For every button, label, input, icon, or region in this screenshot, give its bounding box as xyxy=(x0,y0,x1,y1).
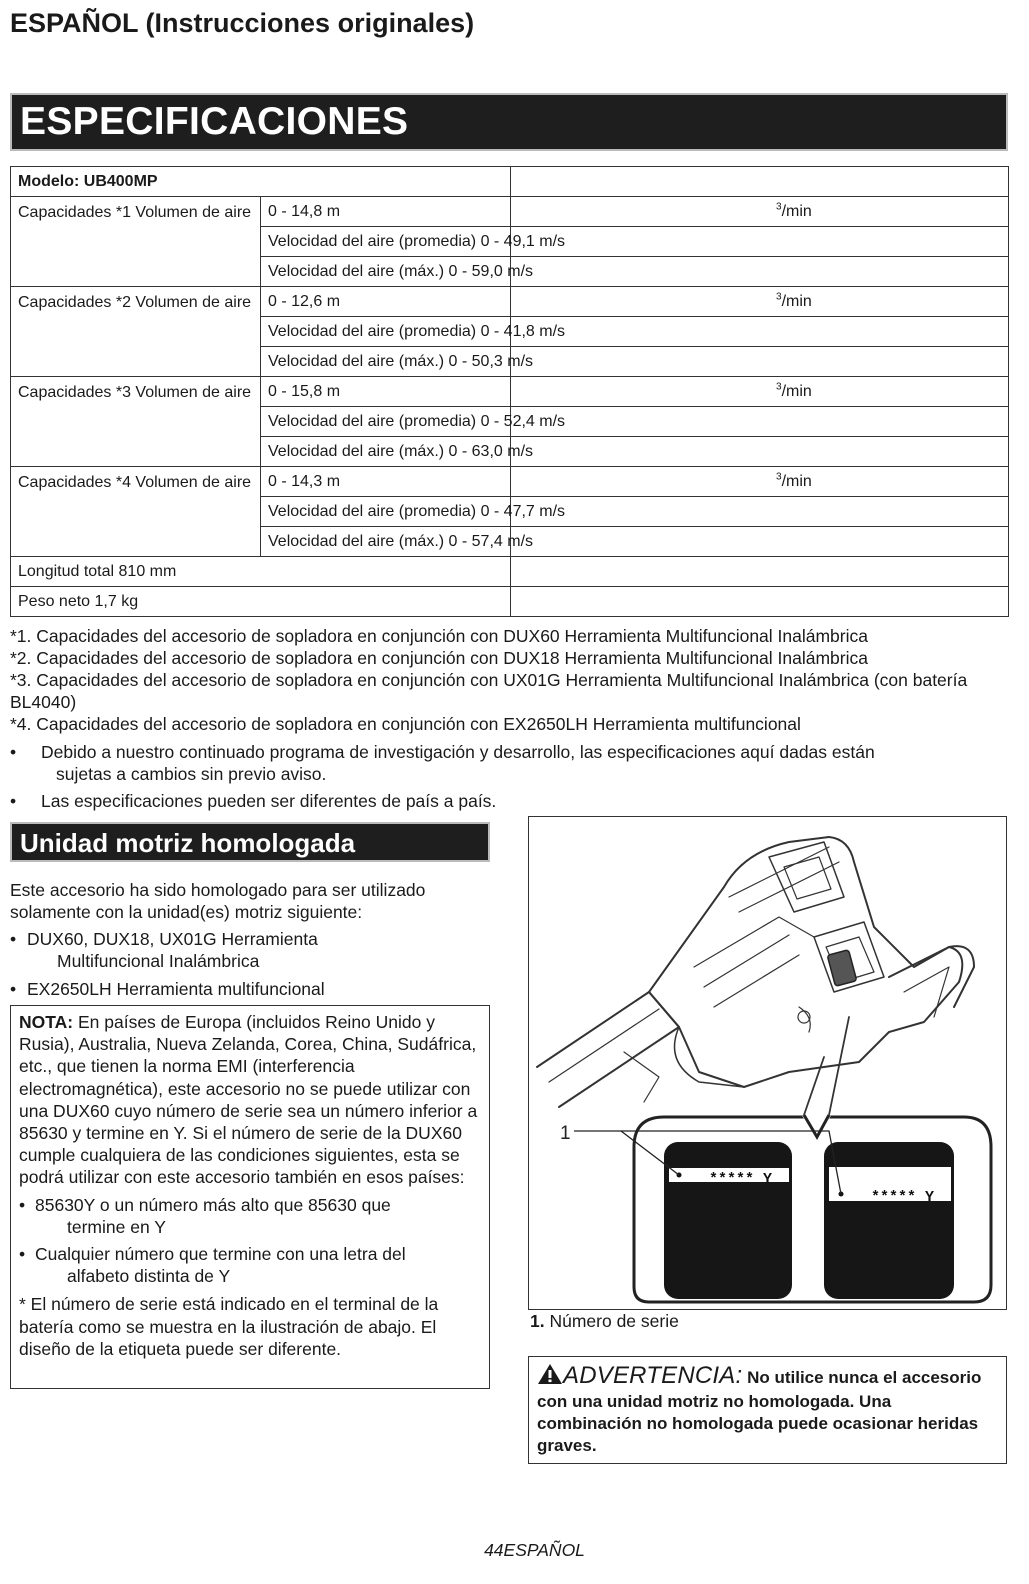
table-row xyxy=(11,587,1009,617)
unit-superscript: 3 xyxy=(776,291,782,303)
approved-unit-list xyxy=(10,928,490,1006)
bullet-icon: • xyxy=(10,791,17,811)
spec-value-cell: Velocidad del aire (máx.) 0 - 57,4 m/s xyxy=(261,527,511,557)
table-row xyxy=(11,287,1009,317)
footnotes xyxy=(10,625,1010,735)
warning-triangle-icon xyxy=(537,1363,563,1391)
table-row xyxy=(11,377,1009,407)
table-row xyxy=(11,167,1009,197)
list-item xyxy=(10,790,1010,812)
approved-unit-banner xyxy=(10,822,490,862)
illustration-caption xyxy=(530,1311,679,1332)
table-row xyxy=(11,557,1009,587)
spec-value-cell: Velocidad del aire (promedia) 0 - 49,1 m/s xyxy=(261,227,511,257)
warning-title: ADVERTENCIA: xyxy=(563,1362,743,1389)
footnote-1: *1. Capacidades del accesorio de sopladora en conjunción con DUX60 Herramienta Multifuncional Inalámbrica xyxy=(10,626,868,646)
unit-text: /min xyxy=(781,202,812,220)
table-cell xyxy=(511,557,1009,587)
unit-cell xyxy=(511,197,1009,227)
unit-cell xyxy=(511,497,1009,527)
note-box xyxy=(10,1005,490,1389)
unit-superscript: 3 xyxy=(776,381,782,393)
model-cell: Modelo: UB400MP xyxy=(11,167,511,197)
unit-cell xyxy=(511,377,1009,407)
note-label: NOTA: xyxy=(19,1012,74,1032)
table-cell xyxy=(511,167,1009,197)
spec-value-cell: 0 - 14,8 m xyxy=(261,197,511,227)
length-cell: Longitud total 810 mm xyxy=(11,557,511,587)
list-item xyxy=(10,928,490,972)
note-text: En países de Europa (incluidos Reino Unido y Rusia), Australia, Nueva Zelanda, Corea, China, Sudáfrica, etc., que tienen la norma EMI (interferencia electromagnética), este accesorio no se puede utilizar con una DUX60 cuyo número de serie sea un número inferior a 85630 y termine en Y. Si el número de serie de la DUX60 cumple cualquiera de las condiciones siguientes, esta se podrá utilizar con este accesorio también en esos países: xyxy=(19,1012,478,1188)
bullet-icon: • xyxy=(10,742,17,762)
specifications-banner xyxy=(10,93,1008,151)
unit-cell xyxy=(511,467,1009,497)
unit-item-line1: DUX60, DUX18, UX01G Herramienta xyxy=(27,929,318,949)
caption-text: Número de serie xyxy=(544,1311,679,1331)
note-paragraph xyxy=(19,1011,481,1189)
spec-value-cell: 0 - 12,6 m xyxy=(261,287,511,317)
callout-number: 1 xyxy=(560,1123,571,1144)
approved-unit-heading: Unidad motriz homologada xyxy=(20,828,356,858)
bullet-icon: • xyxy=(10,929,17,949)
bullet-icon: • xyxy=(19,1244,26,1265)
table-row xyxy=(11,197,1009,227)
bullet-icon: • xyxy=(10,979,17,999)
note-item-line2: alfabeto distinta de Y xyxy=(67,1266,231,1287)
spec-value-cell: Velocidad del aire (promedia) 0 - 52,4 m/s xyxy=(261,407,511,437)
spec-value-cell: Velocidad del aire (máx.) 0 - 63,0 m/s xyxy=(261,437,511,467)
footnote-2: *2. Capacidades del accesorio de sopladora en conjunción con DUX18 Herramienta Multifuncional Inalámbrica xyxy=(10,648,868,668)
note-footnote: * El número de serie está indicado en el terminal de la batería como se muestra en la ilustración de abajo. El diseño de la etiqueta puede ser diferente. xyxy=(19,1294,439,1359)
bullet-text-line2: sujetas a cambios sin previo aviso. xyxy=(56,764,327,784)
footnote-3: *3. Capacidades del accesorio de sopladora en conjunción con UX01G Herramienta Multifuncional Inalámbrica (con batería BL4040) xyxy=(10,670,968,712)
footnote-4: *4. Capacidades del accesorio de sopladora en conjunción con EX2650LH Herramienta multifuncional xyxy=(10,714,801,734)
bullet-icon: • xyxy=(19,1194,26,1215)
spec-value-cell: Velocidad del aire (máx.) 0 - 50,3 m/s xyxy=(261,347,511,377)
spec-value-cell: 0 - 14,3 m xyxy=(261,467,511,497)
unit-text: /min xyxy=(781,472,812,490)
unit-cell xyxy=(511,257,1009,287)
unit-text: /min xyxy=(781,292,812,310)
capacity-label-cell: Capacidades *3 Volumen de aire xyxy=(11,377,261,467)
capacity-label-cell: Capacidades *4 Volumen de aire xyxy=(11,467,261,557)
table-row xyxy=(11,467,1009,497)
spec-value-cell: Velocidad del aire (promedia) 0 - 41,8 m/s xyxy=(261,317,511,347)
list-item xyxy=(10,741,1010,785)
unit-superscript: 3 xyxy=(776,471,782,483)
unit-cell xyxy=(511,407,1009,437)
unit-cell xyxy=(511,227,1009,257)
note-item-line1: 85630Y o un número más alto que 85630 que xyxy=(35,1194,391,1215)
tool-battery-drawing xyxy=(529,817,1005,1308)
spec-value-cell: Velocidad del aire (promedia) 0 - 47,7 m/s xyxy=(261,497,511,527)
page-footer: 44ESPAÑOL xyxy=(484,1540,585,1560)
spec-value-cell: 0 - 15,8 m xyxy=(261,377,511,407)
capacity-label-cell: Capacidades *2 Volumen de aire xyxy=(11,287,261,377)
warning-box xyxy=(528,1356,1007,1464)
unit-cell xyxy=(511,347,1009,377)
unit-cell xyxy=(511,317,1009,347)
list-item xyxy=(19,1194,481,1238)
unit-cell xyxy=(511,527,1009,557)
list-item xyxy=(10,978,490,1000)
serial-label-left: ***** Y xyxy=(709,1171,773,1188)
page-language-title: ESPAÑOL (Instrucciones originales) xyxy=(10,8,475,38)
unit-superscript: 3 xyxy=(776,201,782,213)
spec-bullets xyxy=(10,741,1010,817)
unit-cell xyxy=(511,287,1009,317)
unit-cell xyxy=(511,437,1009,467)
unit-item-line2: Multifuncional Inalámbrica xyxy=(57,951,260,971)
serial-number-illustration xyxy=(528,816,1007,1310)
caption-number: 1. xyxy=(530,1311,545,1331)
list-item xyxy=(19,1243,481,1287)
note-item-line1: Cualquier número que termine con una letra del xyxy=(35,1244,406,1265)
serial-label-right: ***** Y xyxy=(871,1189,935,1206)
weight-cell: Peso neto 1,7 kg xyxy=(11,587,511,617)
specifications-heading: ESPECIFICACIONES xyxy=(20,100,409,143)
table-cell xyxy=(511,587,1009,617)
warning-text: No utilice nunca el accesorio con una unidad motriz no homologada. Una combinación no homologada puede ocasionar heridas graves. xyxy=(537,1368,982,1455)
note-item-line2: termine en Y xyxy=(67,1216,166,1237)
spec-value-cell: Velocidad del aire (máx.) 0 - 59,0 m/s xyxy=(261,257,511,287)
bullet-text-line1: Las especificaciones pueden ser diferentes de país a país. xyxy=(41,791,497,811)
specifications-table xyxy=(10,166,1009,617)
capacity-label-cell: Capacidades *1 Volumen de aire xyxy=(11,197,261,287)
bullet-text-line1: Debido a nuestro continuado programa de investigación y desarrollo, las especificaciones aquí dadas están xyxy=(41,742,875,762)
unit-text: /min xyxy=(781,382,812,400)
unit-item-line1: EX2650LH Herramienta multifuncional xyxy=(27,979,325,999)
approved-unit-intro: Este accesorio ha sido homologado para ser utilizado solamente con la unidad(es) motriz siguiente: xyxy=(10,880,426,922)
